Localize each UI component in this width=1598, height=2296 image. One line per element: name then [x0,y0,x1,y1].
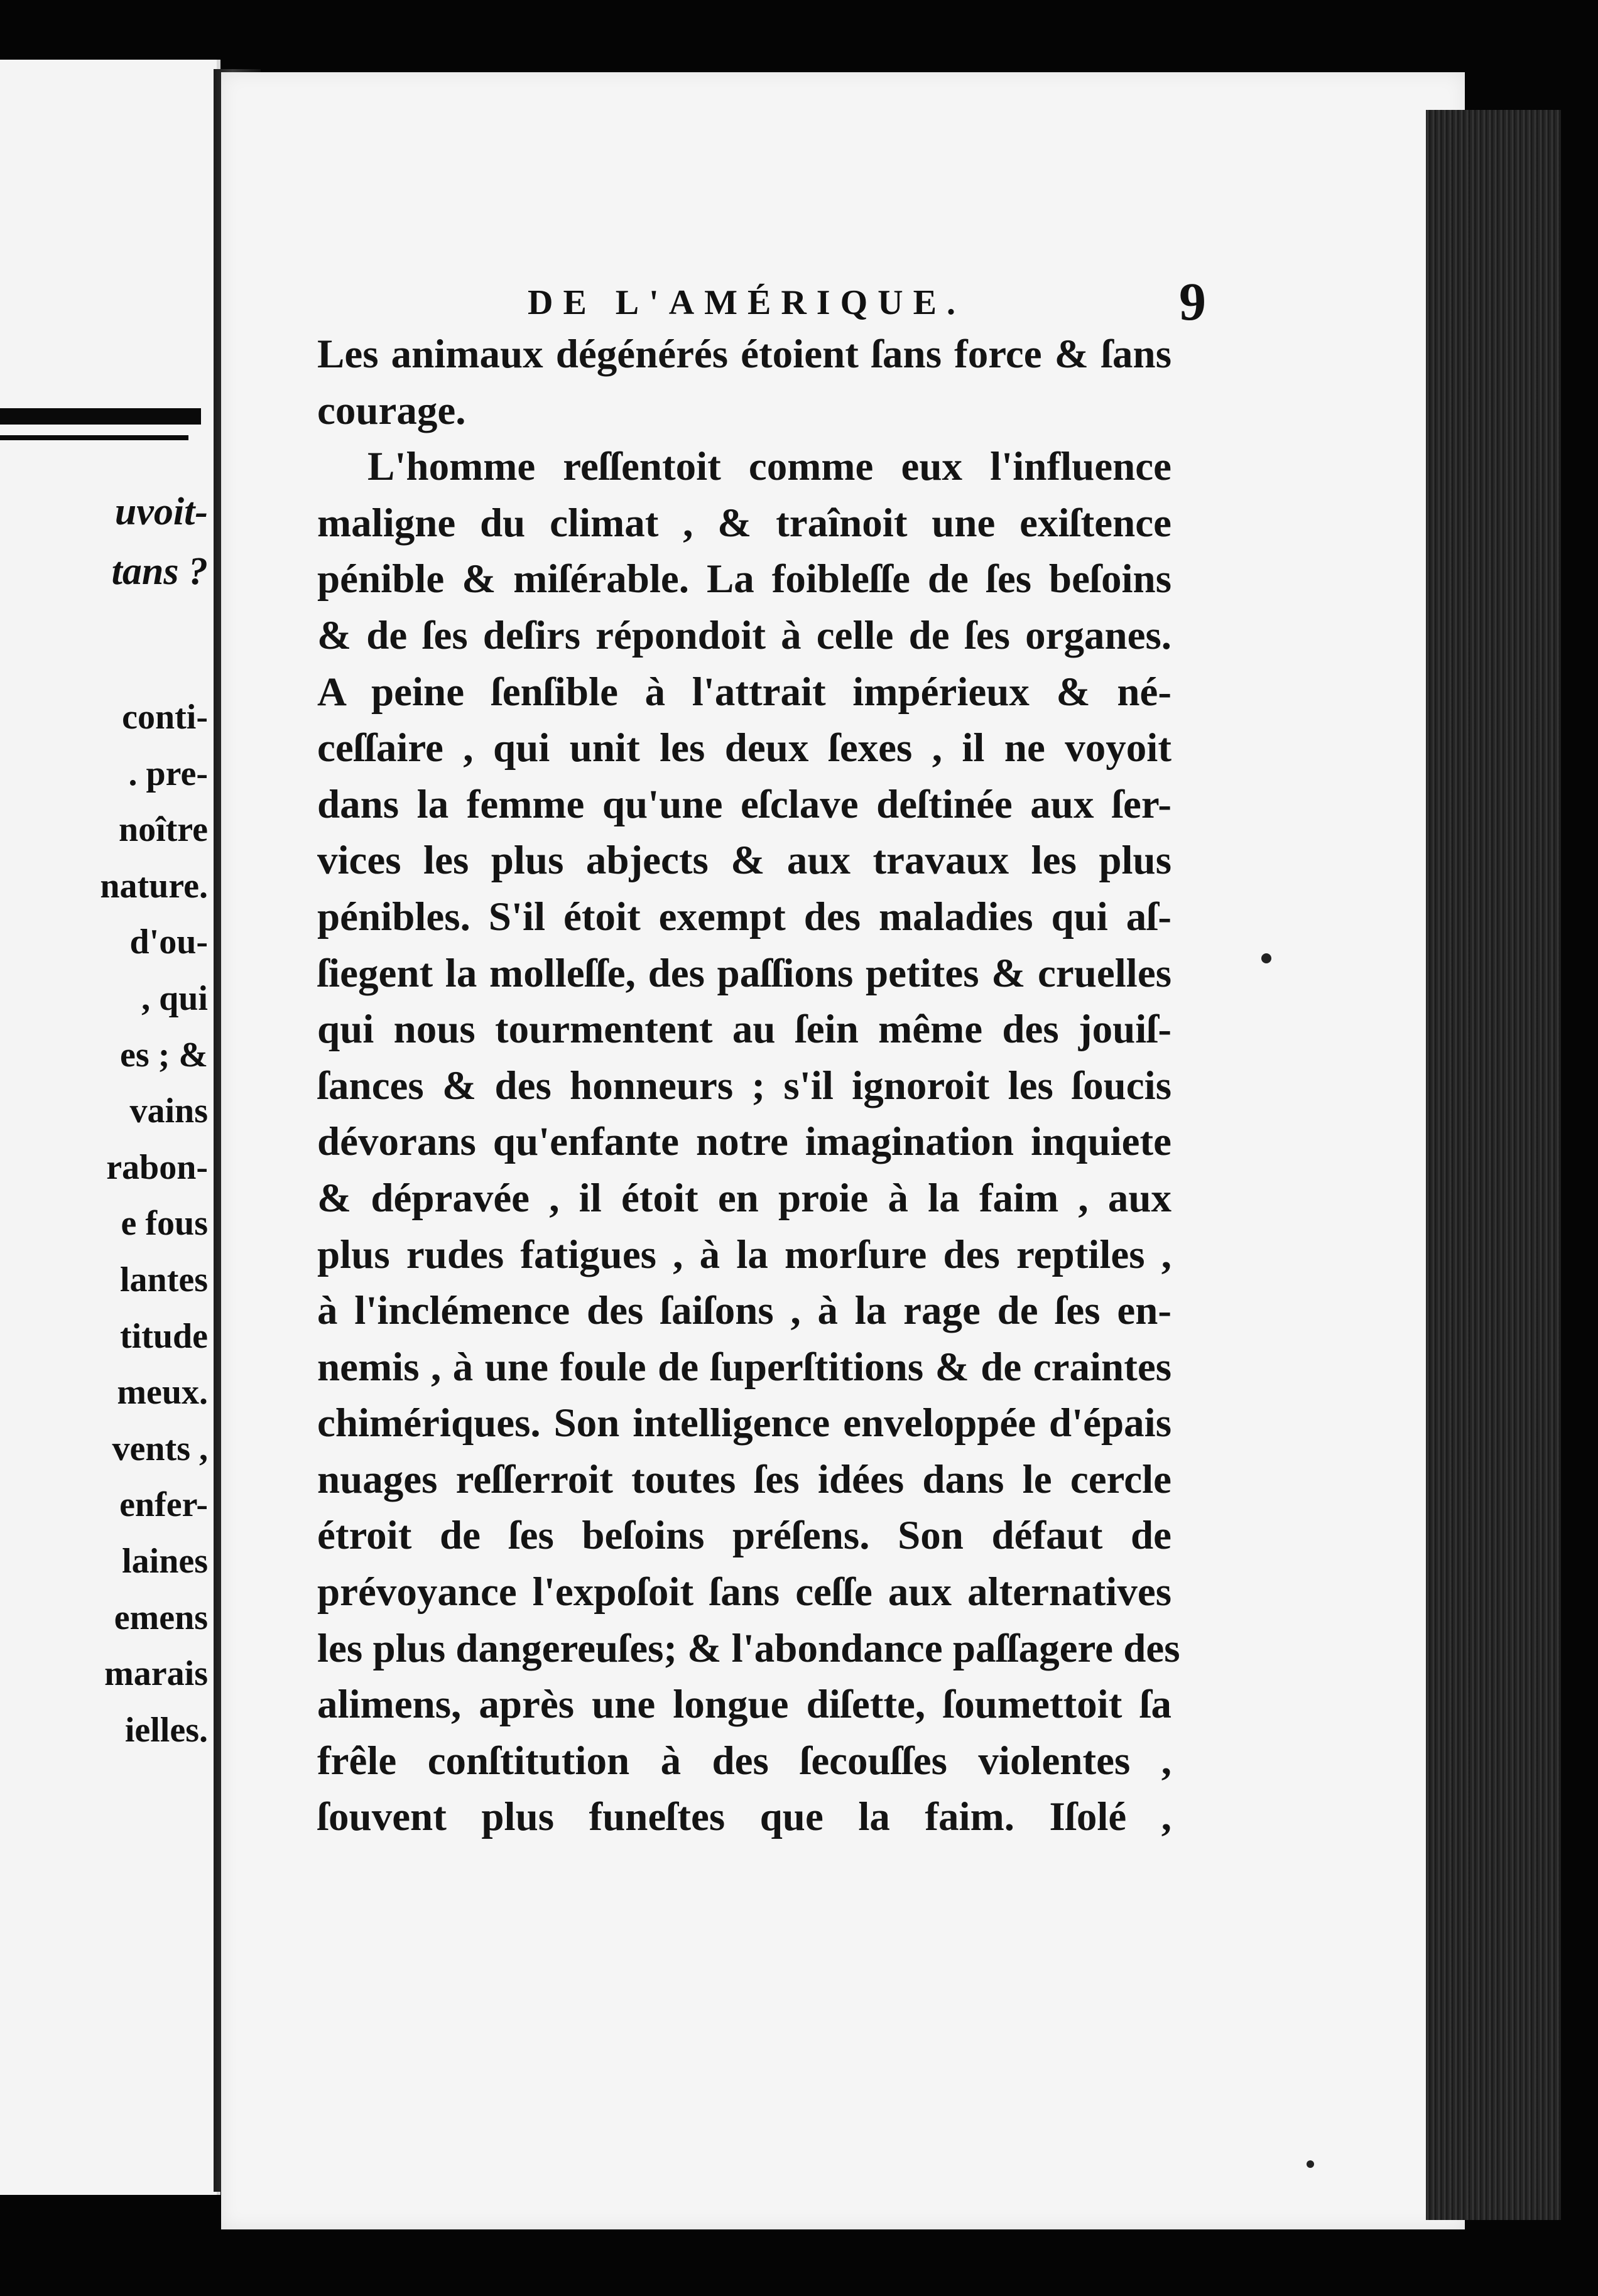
left-page-line: ielles. [124,1710,208,1750]
left-page-line: titude [120,1316,208,1356]
left-page-line: nature. [100,866,208,906]
left-page-line: lantes [120,1260,208,1299]
text-line: pénibles. S'il étoit exempt des maladies qui aſ- [317,894,1171,940]
left-page-line: meux. [117,1373,208,1412]
text-line: ſances & des honneurs ; s'il ignoroit les ſoucis [317,1063,1171,1108]
text-line: ſouvent plus funeſtes que la faim. Iſolé , [317,1794,1171,1840]
left-page-line: es ; & [120,1035,208,1075]
left-page-line: d'ou- [129,923,208,962]
page-number: 9 [1179,271,1206,332]
text-line: L'homme reſſentoit comme eux l'influence [367,444,1171,490]
text-line: plus rudes fatigues , à la morſure des reptiles , [317,1232,1171,1277]
stray-mark [1307,2160,1314,2168]
left-facing-page [0,60,220,2195]
text-line: dévorans qu'enfante notre imagination inquiete [317,1119,1171,1165]
text-line: ceſſaire , qui unit les deux ſexes , il ne voyoit [317,725,1171,771]
text-line: nuages reſſerroit toutes ſes idées dans le cercle [317,1456,1171,1502]
left-page-line: . pre- [128,754,208,793]
text-line: Les animaux dégénérés étoient ſans force & ſans [317,332,1171,377]
text-line: dans la femme qu'une eſclave deſtinée aux ſer- [317,781,1171,827]
body-text [317,327,1180,1846]
left-page-line: marais [104,1654,208,1694]
text-line: à l'inclémence des ſaiſons , à la rage de ſes en- [317,1288,1171,1334]
text-line: & dépravée , il étoit en proie à la faim , aux [317,1175,1171,1221]
left-page-line: vains [129,1091,208,1131]
left-page-line: emens [114,1598,208,1637]
running-head: DE L'AMÉRIQUE. [528,283,965,322]
left-page-line: tans ? [111,550,208,593]
left-page-line: noître [118,810,208,850]
text-line: frêle conſtitution à des ſecouſſes violentes , [317,1738,1171,1784]
page-edges [1426,110,1561,2220]
left-page-rule [0,408,201,425]
text-line: pénible & miſérable. La foibleſſe de ſes beſoins [317,556,1171,602]
left-page-line: rabon- [106,1147,208,1187]
left-page-line: conti- [122,698,208,737]
left-page-rule-thin [0,435,188,440]
left-page-line: e fous [121,1204,208,1243]
text-line: étroit de ſes beſoins préſens. Son défaut de [317,1513,1171,1559]
left-page-line: , qui [141,979,208,1018]
text-line: chimériques. Son intelligence enveloppée d'épais [317,1400,1171,1446]
stray-mark [1261,953,1271,963]
text-line: ſiegent la molleſſe, des paſſions petites & cruelles [317,950,1171,996]
text-line: alimens, après une longue diſette, ſoumettoit ſa [317,1682,1171,1728]
text-line: qui nous tourmentent au ſein même des jouiſ- [317,1007,1171,1053]
left-page-line: uvoit- [114,490,208,533]
text-line: courage. [317,387,466,433]
left-page-line: enfer- [119,1485,208,1525]
text-line: les plus dangereuſes; & l'abondance paſſagere des [317,1625,1180,1671]
text-line: vices les plus abjects & aux travaux les plus [317,838,1171,884]
text-line: prévoyance l'expoſoit ſans ceſſe aux alternatives [317,1569,1171,1615]
text-line: & de ſes deſirs répondoit à celle de ſes organes. [317,612,1171,658]
text-line: A peine ſenſible à l'attrait impérieux & né- [317,669,1171,715]
text-line: maligne du climat , & traînoit une exiſtence [317,500,1171,546]
left-page-line: laines [122,1542,208,1581]
text-line: nemis , à une foule de ſuperſtitions & de craintes [317,1344,1171,1390]
left-page-line: vents , [112,1429,208,1468]
